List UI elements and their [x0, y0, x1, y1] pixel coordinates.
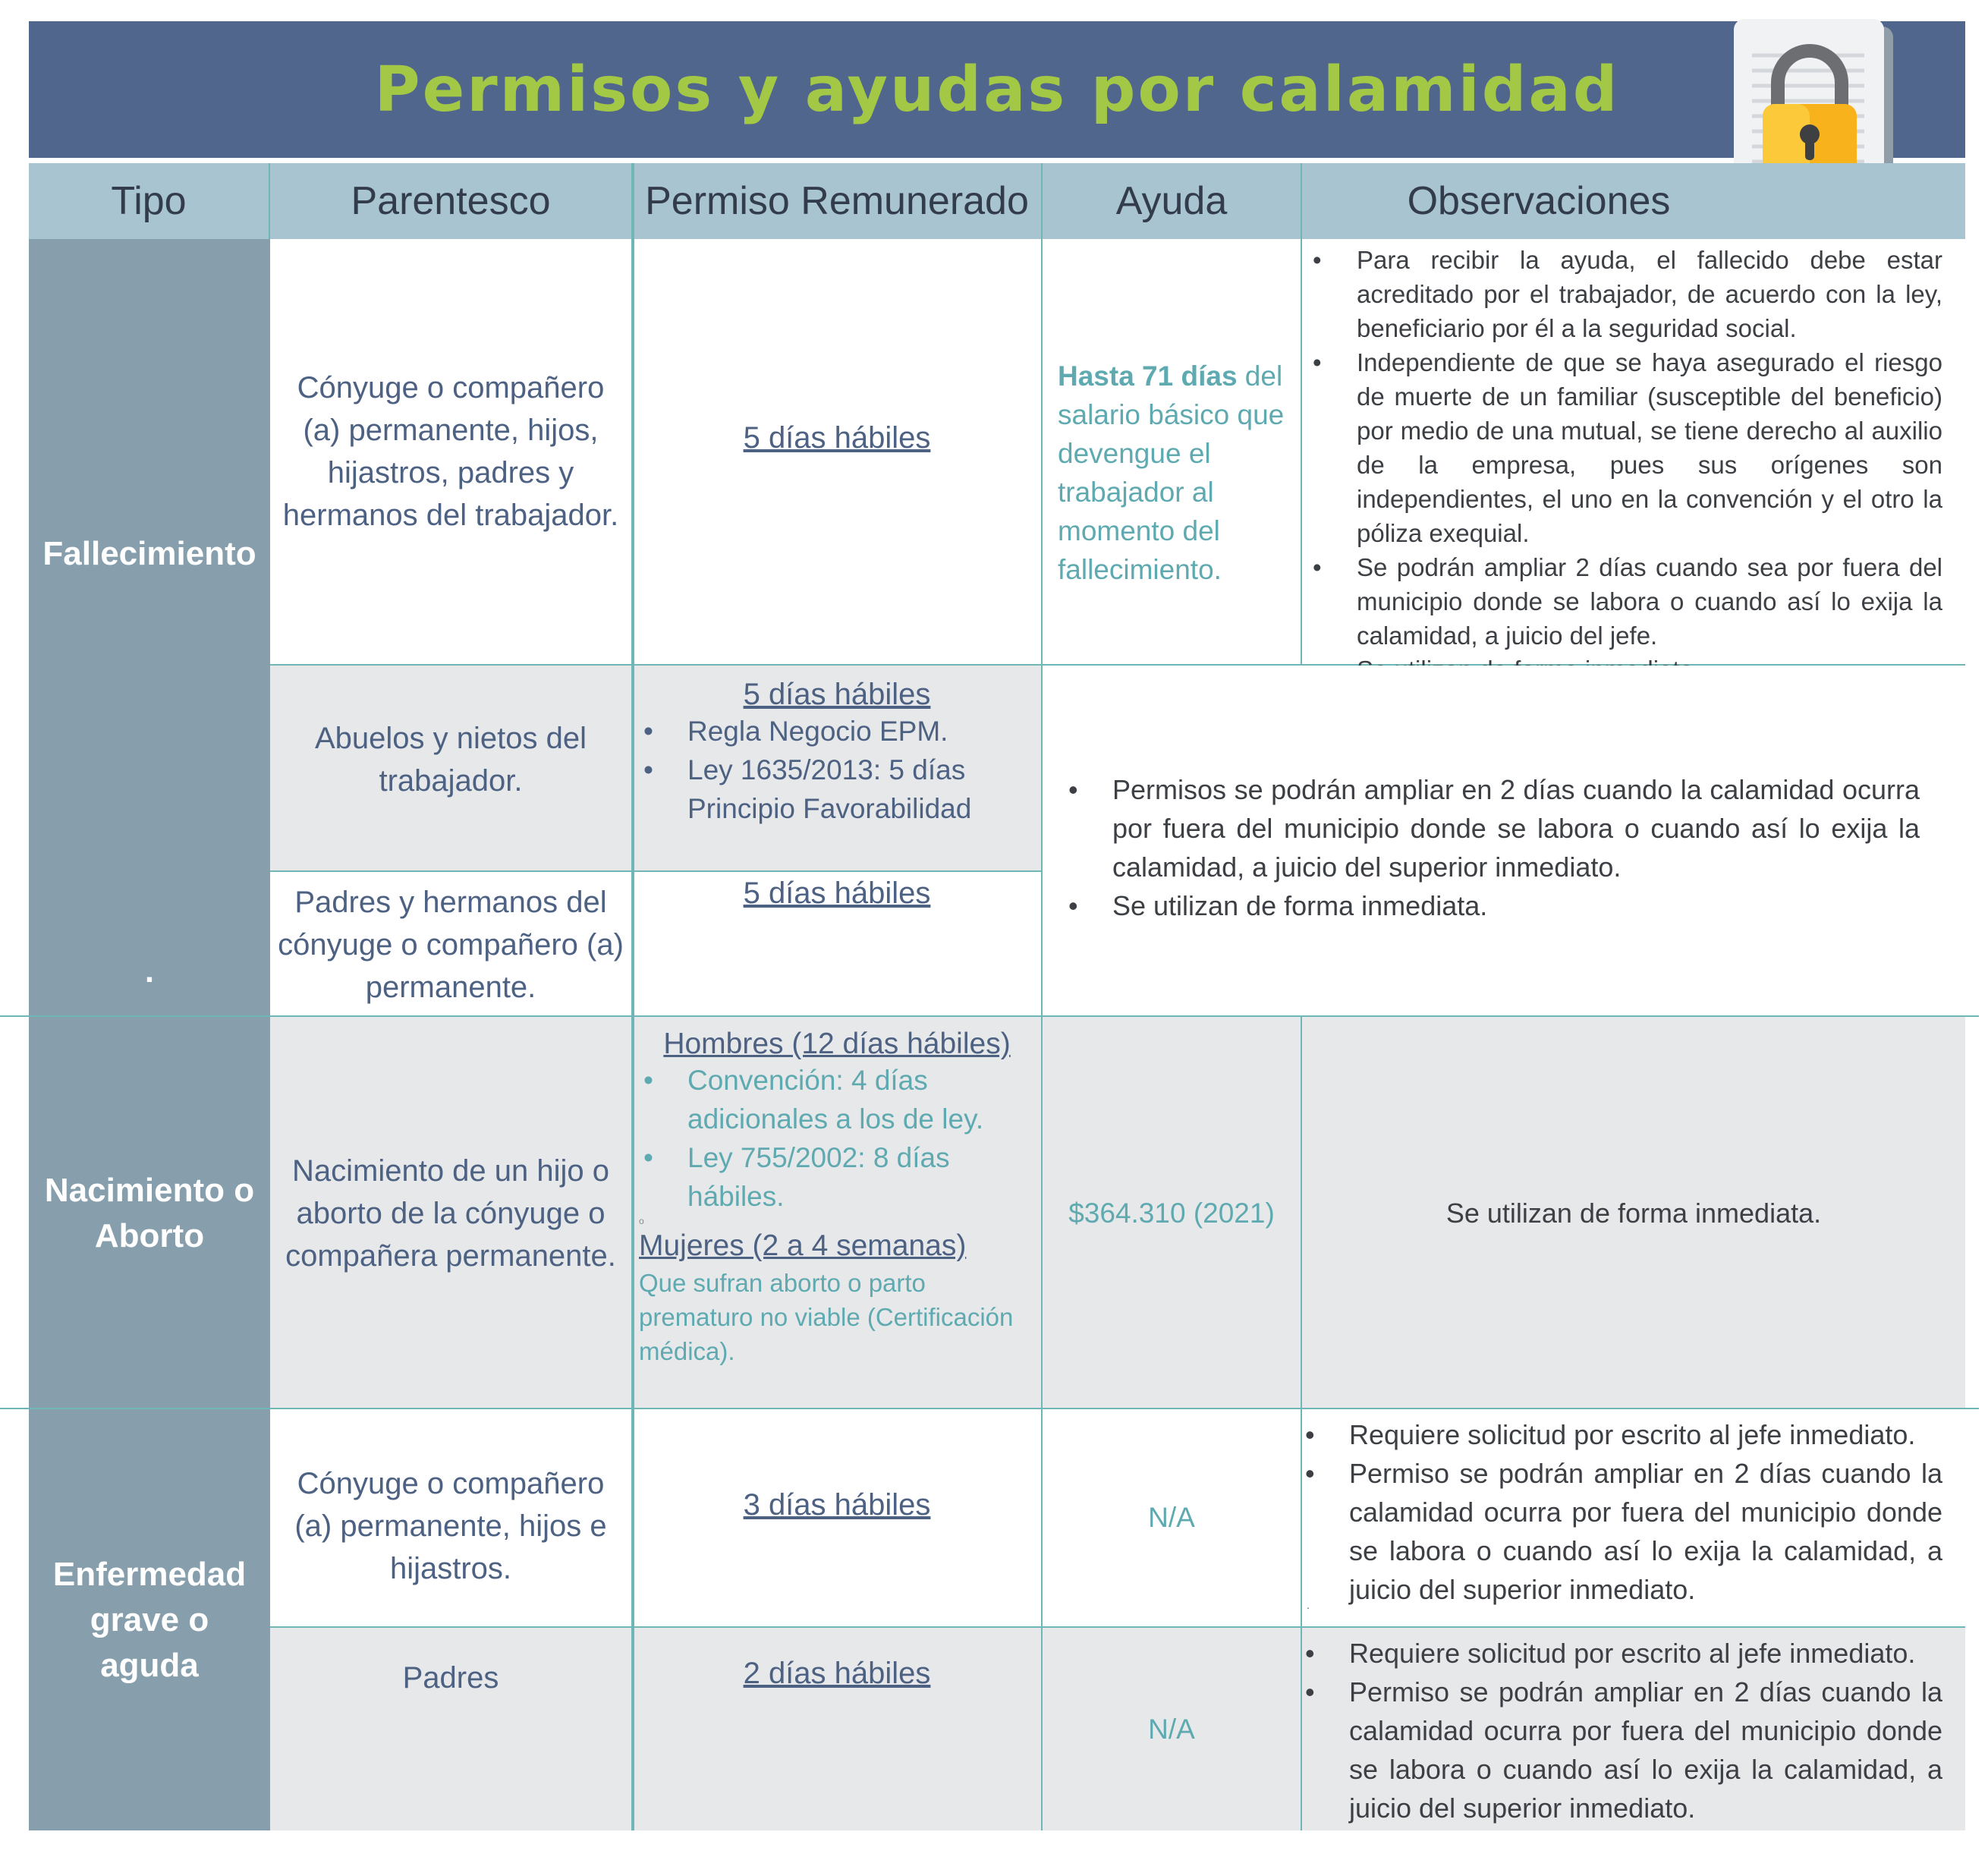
permiso-days: 2 días hábiles [743, 1657, 931, 1690]
permiso-days: 5 días hábiles [743, 877, 931, 910]
mujeres-title: Mujeres (2 a 4 semanas) [639, 1229, 967, 1262]
permiso-enfermedad-2 [633, 1628, 1043, 1830]
parentesco-enfermedad-2: Padres [270, 1628, 633, 1830]
permiso-item: • Regla Negocio EPM. [633, 712, 1026, 751]
observaciones-fallecimiento-merged [1043, 666, 1965, 1017]
permiso-days: 5 días hábiles [743, 678, 931, 711]
ayuda-enfermedad-1: N/A [1043, 1409, 1302, 1628]
observaciones-list [1294, 1634, 1942, 1827]
ayuda-enfermedad-2: N/A [1043, 1628, 1302, 1830]
header-permiso: Permiso Remunerado [633, 163, 1043, 239]
observacion-item: • Permisos se podrán ampliar en 2 días cuando la calamidad ocurra por fuera del municipio donde se labora o cuando así lo exija la calamidad, a juicio del superior inmediato. [1058, 770, 1920, 886]
header-tipo: Tipo [29, 163, 270, 239]
permiso-item: • Ley 1635/2013: 5 días Principio Favorabilidad [633, 751, 1026, 828]
header-ayuda: Ayuda [1043, 163, 1302, 239]
observacion-item: • Permiso se podrán ampliar en 2 días cuando la calamidad ocurra por fuera del municipio donde se labora o cuando así lo exija la calamidad, a juicio del superior inmediato. [1294, 1673, 1942, 1827]
observaciones-list [1294, 1415, 1942, 1609]
header-observaciones-label: Observaciones [1407, 179, 1671, 223]
tipo-fallecimiento-label: Fallecimiento [42, 535, 256, 572]
hombres-item: • Ley 755/2002: 8 días hábiles. [633, 1138, 1026, 1216]
observacion-item: • Requiere solicitud por escrito al jefe inmediato. [1294, 1415, 1942, 1454]
parentesco-enfermedad-1: Cónyuge o compañero (a) permanente, hijos e hijastros. [270, 1409, 633, 1628]
observaciones-list [1302, 243, 1942, 687]
permiso-days: 5 días hábiles [743, 421, 931, 455]
small-marker: o [639, 1216, 644, 1226]
permiso-nacimiento [633, 1017, 1043, 1409]
header-parentesco: Parentesco [270, 163, 633, 239]
permiso-fallecimiento-2 [633, 666, 1043, 872]
tipo-fallecimiento [29, 239, 270, 1017]
permiso-fallecimiento-3 [633, 872, 1043, 1017]
observacion-item: • Se podrán ampliar 2 días cuando sea por fuera del municipio donde se labora o cuando así lo exija la calamidad, a juicio del jefe. [1302, 550, 1942, 653]
page-title: Permisos y ayudas por calamidad [374, 53, 1620, 126]
hombres-list [633, 1061, 1041, 1216]
permiso-enfermedad-1 [633, 1409, 1043, 1628]
permiso-list [633, 712, 1041, 828]
observaciones-list [1058, 770, 1920, 925]
header-observaciones [1302, 163, 1965, 239]
observacion-item: • Requiere solicitud por escrito al jefe inmediato. [1294, 1634, 1942, 1673]
tipo-nacimiento-label: Nacimiento o Aborto [44, 1171, 255, 1254]
mujeres-text: Que sufran aborto o parto prematuro no viable (Certificación médica). [639, 1269, 1014, 1365]
ayuda-rest: del salario básico que devengue el trabajador al momento del fallecimiento. [1058, 360, 1285, 585]
tipo-enfermedad [29, 1409, 270, 1830]
parentesco-fallecimiento-1: Cónyuge o compañero (a) permanente, hijos, hijastros, padres y hermanos del trabajador. [270, 239, 633, 666]
observaciones-nacimiento: Se utilizan de forma inmediata. [1302, 1017, 1965, 1409]
grid-line [1301, 1017, 1302, 1830]
grid-line [633, 163, 634, 1830]
grid-line [633, 870, 1043, 872]
observaciones-enfermedad-2 [1302, 1628, 1965, 1830]
permiso-days: 3 días hábiles [743, 1488, 931, 1522]
observacion-item: • Independiente de que se haya asegurado el riesgo de muerte de un familiar (susceptible del beneficio) por medio de una mutual, se tiene derecho al auxilio de la empresa, pues sus orígenes son independientes, el uno en la convención y el otro la póliza exequial. [1302, 345, 1942, 550]
observacion-item: • Se utilizan de forma inmediata. [1058, 886, 1920, 925]
parentesco-nacimiento: Nacimiento de un hijo o aborto de la cónyuge o compañera permanente. [270, 1017, 633, 1409]
ayuda-bold: Hasta 71 días [1058, 360, 1238, 392]
grid-line [1041, 163, 1043, 1830]
ayuda-nacimiento: $364.310 (2021) [1043, 1017, 1302, 1409]
hombres-item: • Convención: 4 días adicionales a los de ley. [633, 1061, 1026, 1138]
observaciones-fallecimiento-1 [1302, 239, 1965, 666]
tipo-dot: . [144, 952, 155, 990]
tipo-nacimiento [29, 1017, 270, 1409]
tipo-enfermedad-label: Enfermedad grave o aguda [52, 1555, 247, 1684]
parentesco-fallecimiento-3: Padres y hermanos del cónyuge o compañero (a) permanente. [270, 872, 633, 1017]
observaciones-enfermedad-1 [1302, 1409, 1965, 1628]
ayuda-fallecimiento [1043, 239, 1302, 666]
permiso-fallecimiento-1 [633, 239, 1043, 666]
hombres-title: Hombres (12 días hábiles) [663, 1028, 1011, 1060]
trailing-dot: . [1307, 1599, 1310, 1611]
parentesco-fallecimiento-2: Abuelos y nietos del trabajador. [270, 666, 633, 872]
observacion-item: • Para recibir la ayuda, el fallecido debe estar acreditado por el trabajador, de acuerdo con la ley, beneficiario por él a la seguridad social. [1302, 243, 1942, 345]
observacion-item: • Permiso se podrán ampliar en 2 días cuando la calamidad ocurra por fuera del municipio donde se labora o cuando así lo exija la calamidad, a juicio del superior inmediato. [1294, 1454, 1942, 1609]
